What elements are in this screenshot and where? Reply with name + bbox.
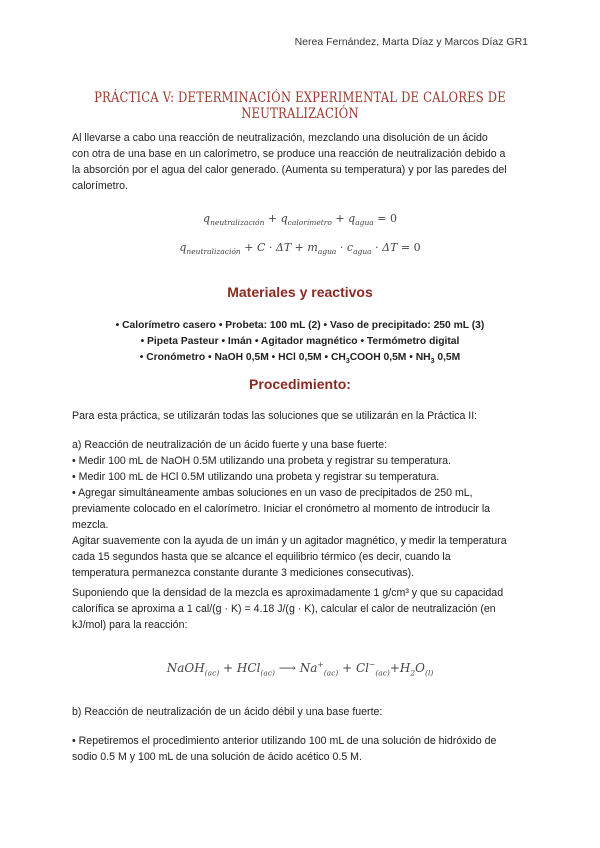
materials-line: • Calorímetro casero • Probeta: 100 mL (2) • Vaso de precipitado: 250 mL (3)	[115, 320, 485, 331]
part-b-heading-line: b) Reacción de neutralización de un ácido débil y una base fuerte:	[72, 706, 383, 718]
materials-line: • Cronómetro • NaOH 0,5M • HCl 0,5M • $CH_3COOH$ 0,5M • $NH_3$ 0,5M	[139, 352, 461, 366]
density-paragraph	[72, 585, 530, 633]
intro-line: calorímetro.	[72, 180, 128, 192]
procedure-intro	[72, 408, 530, 424]
intro-line: la absorción por el agua del calor generado. (Aumenta su temperatura) y por las paredes del	[72, 164, 507, 176]
intro-paragraph	[72, 130, 530, 194]
materials-line: • Pipeta Pasteur • Imán • Agitador magnético • Termómetro digital	[140, 336, 460, 347]
density-line: kJ/mol) para la reacción:	[72, 619, 188, 631]
part-a-line: Agitar suavemente con la ayuda de un imán y un agitador magnético, y medir la temperatura	[72, 535, 507, 547]
part-a-section	[72, 437, 530, 581]
part-a-line: • Medir 100 mL de NaOH 0.5M utilizando una probeta y registrar su temperatura.	[72, 455, 451, 467]
intro-line: Al llevarse a cabo una reacción de neutralización, mezclando una disolución de un ácido	[72, 132, 488, 144]
part-b-line: sodio 0.5 M y 100 mL de una solución de ácido acético 0.5 M.	[72, 751, 362, 763]
materials-heading: Materiales y reactivos	[227, 284, 373, 300]
part-a-line: a) Reacción de neutralización de un ácido fuerte y una base fuerte:	[72, 439, 388, 451]
density-line: Suponiendo que la densidad de la mezcla es aproximadamente 1 g/cm³ y que su capacidad	[72, 587, 504, 599]
part-a-line: • Medir 100 mL de HCl 0.5M utilizando una probeta y registrar su temperatura.	[72, 471, 440, 483]
part-b-line: • Repetiremos el procedimiento anterior utilizando 100 mL de una solución de hidróxido de	[72, 735, 497, 747]
intro-line: con otra de una base en un calorímetro, se produce una reacción de neutralización debido a	[72, 148, 506, 160]
equation-heat-balance: $q_{neutralización} + q_{calorímetro} + q_{agua} = 0$	[203, 212, 397, 228]
part-a-line: previamente colocado en el calorímetro. Iniciar el cronómetro al momento de introducir la	[72, 503, 491, 515]
procedure-intro-line: Para esta práctica, se utilizarán todas las soluciones que se utilizarán en la Práctica II:	[72, 410, 478, 422]
page-title: PRÁCTICA V: DETERMINACIÓN EXPERIMENTAL DE CALORES DE NEUTRALIZACIÓN	[94, 90, 506, 122]
procedure-heading: Procedimiento:	[249, 376, 351, 392]
materials-list	[60, 318, 540, 370]
equation-heat-expanded: $q_{neutralización} + C \cdot \Delta T + m_{agua} \cdot c_{agua} \cdot \Delta T = 0$	[179, 241, 421, 257]
reaction-equation: NaOH$_{(ac)}$ + HCl$_{(ac)}$ ⟶ $Na^+_{(ac)} + Cl^-_{(ac)}+H_2O_{(l)}$	[166, 660, 434, 678]
part-b-section	[72, 733, 530, 765]
header-authors: Nerea Fernández, Marta Díaz y Marcos Díaz GR1	[294, 36, 528, 48]
density-line: calorífica se aproxima a 1 cal/(g · K) = 4.18 J/(g · K), calcular el calor de neutralización (en	[72, 603, 496, 615]
part-a-line: mezcla.	[72, 519, 109, 531]
part-a-line: • Agregar simultáneamente ambas soluciones en un vaso de precipitados de 250 mL,	[72, 487, 473, 499]
part-a-line: cada 15 segundos hasta que se alcance el equilibrio térmico (es decir, cuando la	[72, 551, 451, 563]
part-b-heading	[72, 704, 530, 720]
part-a-line: temperatura permanezca constante durante 3 mediciones consecutivas).	[72, 567, 415, 579]
